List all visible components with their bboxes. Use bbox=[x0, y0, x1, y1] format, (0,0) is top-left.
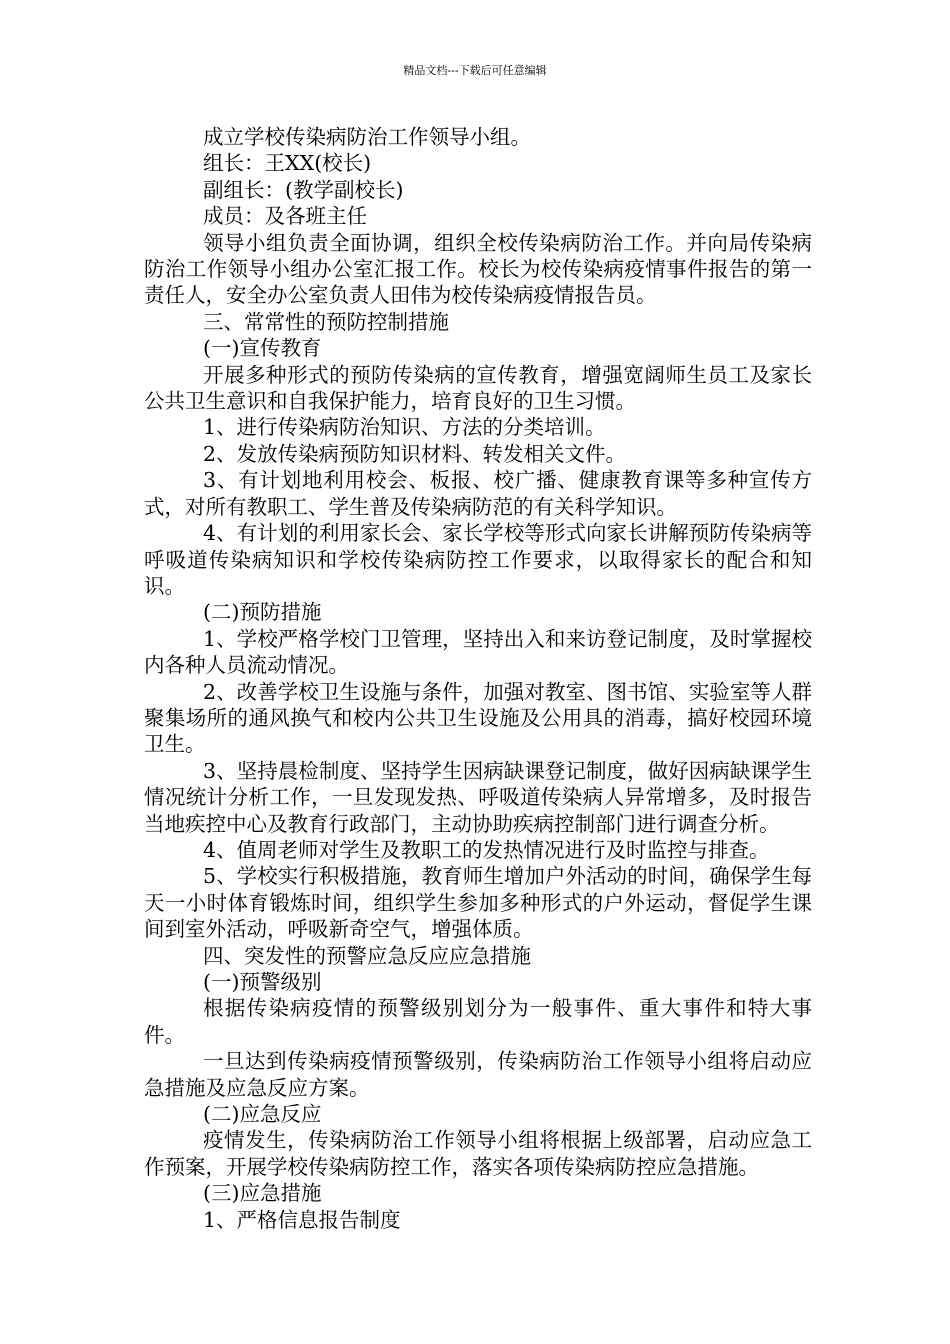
document-body bbox=[144, 124, 812, 1233]
list-item: 4、有计划的利用家长会、家长学校等形式向家长讲解预防传染病等呼吸道传染病知识和学校传染病防控工作要求，以取得家长的配合和知识。 bbox=[144, 521, 812, 598]
page-header: 精品文档---下载后可任意编辑 bbox=[403, 64, 547, 77]
paragraph: 组长：王XX(校长) bbox=[203, 151, 372, 176]
list-item: 2、发放传染病预防知识材料、转发相关文件。 bbox=[203, 441, 627, 466]
paragraph: 成员：及各班主任 bbox=[203, 204, 367, 229]
list-item: 1、严格信息报告制度 bbox=[203, 1207, 401, 1232]
subsection-heading: (二)预防措施 bbox=[203, 600, 322, 625]
paragraph: 开展多种形式的预防传染病的宣传教育，增强宽阔师生员工及家长公共卫生意识和自我保护能力，培育良好的卫生习惯。 bbox=[144, 362, 812, 414]
subsection-heading: (一)宣传教育 bbox=[203, 336, 322, 361]
list-item: 1、进行传染病防治知识、方法的分类培训。 bbox=[203, 415, 606, 440]
list-item: 3、坚持晨检制度、坚持学生因病缺课登记制度，做好因病缺课学生情况统计分析工作，一旦发现发热、呼吸道传染病人异常增多，及时报告当地疾控中心及教育行政部门，主动协助疾病控制部门进行调查分析。 bbox=[144, 758, 812, 836]
section-heading: 四、突发性的预警应急反应应急措施 bbox=[203, 943, 531, 968]
section-heading: 三、常常性的预防控制措施 bbox=[203, 309, 449, 334]
list-item: 1、学校严格学校门卫管理，坚持出入和来访登记制度，及时掌握校内各种人员流动情况。 bbox=[144, 626, 812, 678]
paragraph: 一旦达到传染病疫情预警级别，传染病防治工作领导小组将启动应急措施及应急反应方案。 bbox=[144, 1049, 812, 1100]
paragraph: 领导小组负责全面协调，组织全校传染病防治工作。并向局传染病防治工作领导小组办公室汇报工作。校长为校传染病疫情事件报告的第一责任人，安全办公室负责人田伟为校传染病疫情报告员。 bbox=[144, 230, 812, 308]
list-item: 3、有计划地利用校会、板报、校广播、健康教育课等多种宣传方式，对所有教职工、学生普及传染病防范的有关科学知识。 bbox=[144, 468, 812, 519]
paragraph: 成立学校传染病防治工作领导小组。 bbox=[203, 125, 531, 149]
paragraph: 疫情发生，传染病防治工作领导小组将根据上级部署，启动应急工作预案，开展学校传染病防控工作，落实各项传染病防控应急措施。 bbox=[144, 1128, 812, 1179]
paragraph: 根据传染病疫情的预警级别划分为一般事件、重大事件和特大事件。 bbox=[144, 996, 812, 1047]
subsection-heading: (二)应急反应 bbox=[203, 1102, 322, 1127]
list-item: 5、学校实行积极措施，教育师生增加户外活动的时间，确保学生每天一小时体育锻炼时间，组织学生参加多种形式的户外运动，督促学生课间到室外活动，呼吸新奇空气，增强体质。 bbox=[144, 864, 812, 942]
paragraph: 副组长：(教学副校长) bbox=[203, 177, 404, 202]
subsection-heading: (三)应急措施 bbox=[203, 1181, 322, 1206]
list-item: 2、改善学校卫生设施与条件，加强对教室、图书馆、实验室等人群聚集场所的通风换气和校内公共卫生设施及公用具的消毒，搞好校园环境卫生。 bbox=[144, 679, 812, 757]
list-item: 4、值周老师对学生及教职工的发热情况进行及时监控与排查。 bbox=[203, 837, 770, 862]
subsection-heading: (一)预警级别 bbox=[203, 970, 322, 994]
